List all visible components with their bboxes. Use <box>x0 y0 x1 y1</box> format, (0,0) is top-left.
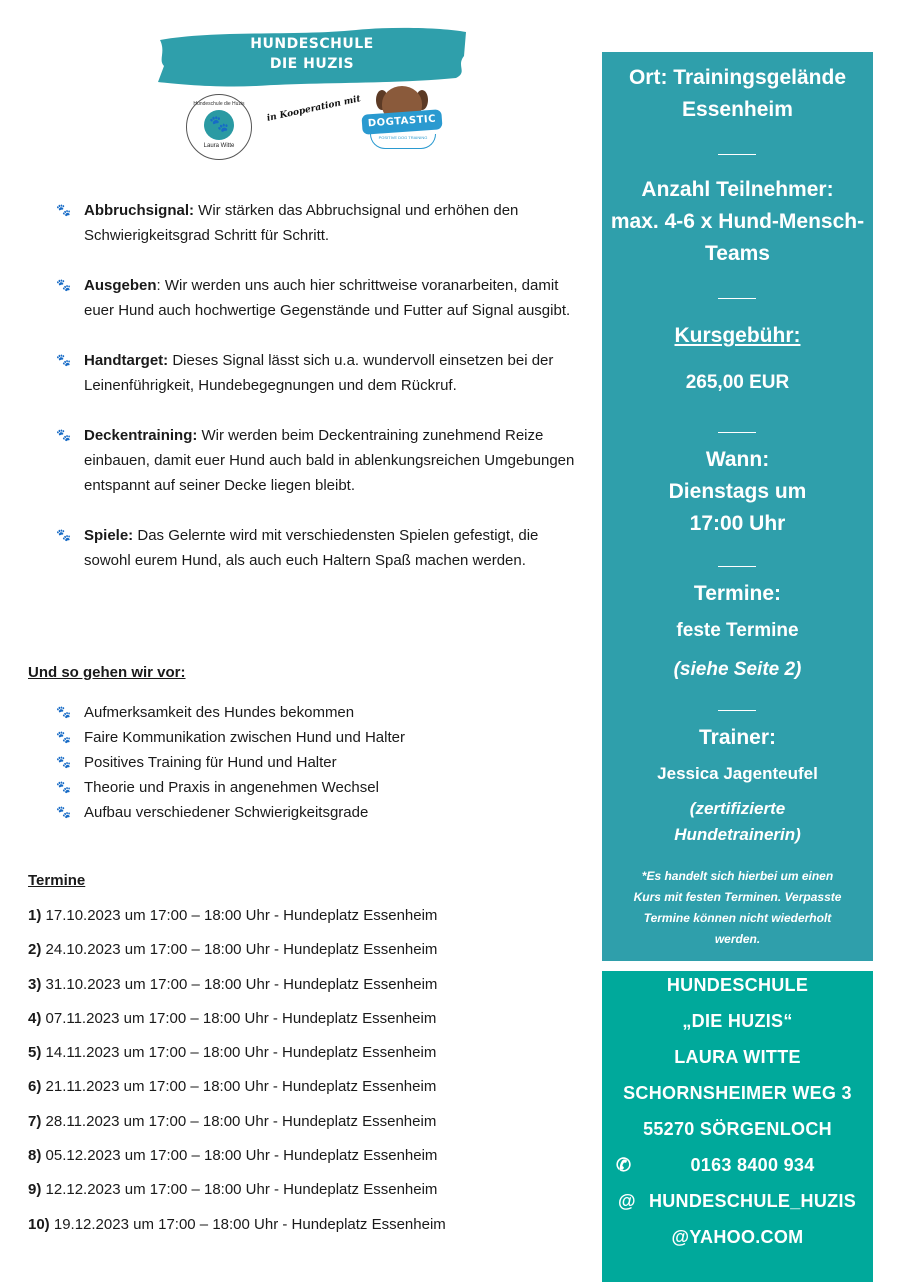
schedule-number: 6) <box>28 1078 42 1096</box>
note-block <box>602 866 873 950</box>
contact-school: HUNDESCHULE <box>666 975 809 995</box>
feature-text: : Wir werden uns auch hier schrittweise voranarbeiten, damit euer Hund auch hochwertige Gegenstände und Futter auf Signal ausgibt. <box>84 277 571 319</box>
approach-text: Faire Kommunikation zwischen Hund und Halter <box>84 729 405 746</box>
feature-title: Deckentraining: <box>84 427 198 444</box>
fee-label: Kursgebühr: <box>674 324 801 347</box>
note-line: Kurs mit festen Terminen. Verpasste <box>633 890 842 904</box>
trainer-block <box>602 722 873 754</box>
paw-bullet-icon: 🐾 <box>56 805 71 819</box>
contact-street: SCHORNSHEIMER WEG 3 <box>623 1083 852 1103</box>
paw-bullet-icon: 🐾 <box>56 755 71 769</box>
when-day: Dienstags um <box>668 480 807 503</box>
feature-text: Wir stärken das Abbruchsignal und erhöhen den Schwierigkeitsgrad Schritt für Schritt. <box>84 202 519 244</box>
schedule-number: 3) <box>28 975 42 993</box>
info-sidebar <box>602 52 873 961</box>
schedule-text: 24.10.2023 um 17:00 – 18:00 Uhr - Hundeplatz Essenheim <box>41 941 438 959</box>
seal-bottom-text: Laura Witte <box>203 143 235 149</box>
paw-bullet-icon: 🐾 <box>56 730 71 744</box>
paw-bullet-icon: 🐾 <box>56 780 71 794</box>
when-block <box>602 444 873 540</box>
schedule-item <box>28 1042 588 1076</box>
approach-item <box>56 775 576 800</box>
logo-title <box>156 34 468 74</box>
dates-block <box>602 578 873 610</box>
schedule-item <box>28 939 588 973</box>
approach-item <box>56 800 576 825</box>
approach-heading: Und so gehen wir vor: <box>28 664 186 681</box>
logo-line-1: HUNDESCHULE <box>250 36 374 52</box>
cooperation-text: in Kooperation mit <box>266 94 362 124</box>
paw-bullet-icon: 🐾 <box>56 203 71 217</box>
schedule-number: 8) <box>28 1147 42 1165</box>
schedule-number: 2) <box>28 941 42 959</box>
schedule-item <box>28 974 588 1008</box>
approach-text: Aufbau verschiedener Schwierigkeitsgrade <box>84 804 369 821</box>
feature-text: Dieses Signal lässt sich u.a. wundervoll einsetzen bei der Leinenführigkeit, Hundebegegnungen und dem Rückruf. <box>84 352 554 394</box>
dogtastic-logo <box>362 84 442 154</box>
contact-email-domain[interactable]: @YAHOO.COM <box>671 1227 804 1247</box>
trainer-title: (zertifizierte <box>689 799 786 818</box>
seal-top-text: Hundeschule die Huzis <box>193 101 245 107</box>
note-line: *Es handelt sich hierbei um einen <box>641 869 834 883</box>
schedule-text: 28.11.2023 um 17:00 – 18:00 Uhr - Hundeplatz Essenheim <box>41 1112 437 1130</box>
dogtastic-wordmark: DOGTASTIC <box>361 109 442 135</box>
approach-item <box>56 750 576 775</box>
feature-item <box>56 523 586 573</box>
logo-banner <box>156 26 468 90</box>
separator <box>718 298 756 299</box>
dates-label: Termine: <box>693 582 782 605</box>
participants-block <box>602 174 873 270</box>
schedule-number: 9) <box>28 1181 42 1199</box>
paw-bullet-icon: 🐾 <box>56 278 71 292</box>
feature-item <box>56 273 586 323</box>
schedule-text: 07.11.2023 um 17:00 – 18:00 Uhr - Hundeplatz Essenheim <box>41 1009 437 1027</box>
approach-text: Theorie und Praxis in angenehmen Wechsel <box>84 779 379 796</box>
feature-title: Ausgeben <box>84 277 157 294</box>
participants-value-2: Teams <box>705 242 770 265</box>
logo-line-2: DIE HUZIS <box>269 56 355 72</box>
participants-value: max. 4-6 x Hund-Mensch- <box>610 210 865 233</box>
contact-email[interactable]: HUNDESCHULE_HUZIS <box>648 1191 857 1211</box>
approach-item <box>56 700 576 725</box>
participants-label: Anzahl Teilnehmer: <box>641 178 834 201</box>
schedule-item <box>28 905 588 939</box>
schedule-list <box>28 905 588 1248</box>
feature-list <box>56 198 586 598</box>
schedule-item <box>28 1076 588 1110</box>
feature-item <box>56 198 586 248</box>
separator <box>718 154 756 155</box>
schedule-text: 14.11.2023 um 17:00 – 18:00 Uhr - Hundeplatz Essenheim <box>41 1044 437 1062</box>
fee-block <box>602 320 873 352</box>
when-label: Wann: <box>705 448 770 471</box>
location-value: Essenheim <box>682 98 793 121</box>
approach-list <box>56 700 576 825</box>
contact-city: 55270 SÖRGENLOCH <box>643 1119 832 1139</box>
schedule-number: 5) <box>28 1044 42 1062</box>
schedule-item <box>28 1145 588 1179</box>
schedule-item <box>28 1008 588 1042</box>
location-label: Ort: Trainingsgelände <box>628 66 847 89</box>
schedule-number: 4) <box>28 1009 42 1027</box>
feature-title: Abbruchsignal: <box>84 202 195 219</box>
contact-box <box>602 971 873 1282</box>
contact-owner: LAURA WITTE <box>674 1047 801 1067</box>
at-icon: @ <box>618 1191 636 1211</box>
paw-bullet-icon: 🐾 <box>56 428 71 442</box>
schedule-text: 17.10.2023 um 17:00 – 18:00 Uhr - Hundeplatz Essenheim <box>41 907 438 924</box>
schedule-text: 31.10.2023 um 17:00 – 18:00 Uhr - Hundeplatz Essenheim <box>41 975 438 993</box>
feature-text: Das Gelernte wird mit verschiedensten Spielen gefestigt, die sowohl eurem Hund, als auch euch Haltern Spaß machen werden. <box>84 527 539 569</box>
separator <box>718 432 756 433</box>
trainer-name-block <box>602 760 873 788</box>
schedule-heading: Termine <box>28 872 86 889</box>
note-line: werden. <box>714 932 761 946</box>
feature-item <box>56 348 586 398</box>
trainer-title-2: Hundetrainerin) <box>674 825 801 844</box>
when-time: 17:00 Uhr <box>689 512 786 535</box>
separator <box>718 566 756 567</box>
contact-phone[interactable]: 0163 8400 934 <box>690 1155 815 1175</box>
fee-value: 265,00 EUR <box>685 372 790 393</box>
schedule-text: 19.12.2023 um 17:00 – 18:00 Uhr - Hundeplatz Essenheim <box>49 1215 446 1233</box>
trainer-title-block <box>602 796 873 848</box>
dates-value: feste Termine <box>676 620 799 641</box>
schedule-number: 10) <box>28 1215 50 1233</box>
schedule-text: 05.12.2023 um 17:00 – 18:00 Uhr - Hundeplatz Essenheim <box>41 1147 438 1165</box>
paw-bullet-icon: 🐾 <box>56 528 71 542</box>
schedule-item <box>28 1111 588 1145</box>
schedule-text: 12.12.2023 um 17:00 – 18:00 Uhr - Hundeplatz Essenheim <box>41 1181 438 1199</box>
phone-icon: ✆ <box>616 1155 632 1175</box>
approach-text: Positives Training für Hund und Halter <box>84 754 337 771</box>
paw-icon: 🐾 <box>204 110 234 140</box>
feature-item <box>56 423 586 498</box>
laura-witte-seal <box>186 94 252 160</box>
schedule-item <box>28 1214 588 1248</box>
schedule-number: 1) <box>28 907 42 924</box>
schedule-item <box>28 1179 588 1213</box>
schedule-number: 7) <box>28 1112 42 1130</box>
feature-title: Handtarget: <box>84 352 169 369</box>
paw-bullet-icon: 🐾 <box>56 353 71 367</box>
schedule-text: 21.11.2023 um 17:00 – 18:00 Uhr - Hundeplatz Essenheim <box>41 1078 437 1096</box>
trainer-label: Trainer: <box>698 726 777 749</box>
contact-school-name: „DIE HUZIS“ <box>682 1011 793 1031</box>
paw-bullet-icon: 🐾 <box>56 705 71 719</box>
approach-text: Aufmerksamkeit des Hundes bekommen <box>84 704 355 721</box>
fee-value-block <box>602 368 873 398</box>
note-line: Termine können nicht wiederholt <box>643 911 832 925</box>
dates-value-block <box>602 616 873 646</box>
feature-title: Spiele: <box>84 527 134 544</box>
dates-reference: (siehe Seite 2) <box>673 659 802 680</box>
feature-text: Wir werden beim Deckentraining zunehmend Reize einbauen, damit euer Hund auch bald in ablenkungsreichen Umgebungen entspannt auf seiner Decke liegen bleibt. <box>84 427 575 494</box>
separator <box>718 710 756 711</box>
trainer-name: Jessica Jagenteufel <box>657 764 818 783</box>
dogtastic-subtitle: POSITIVE DOG TRAINING <box>370 134 436 149</box>
location-block <box>602 62 873 126</box>
approach-item <box>56 725 576 750</box>
dates-ref-block <box>602 656 873 684</box>
